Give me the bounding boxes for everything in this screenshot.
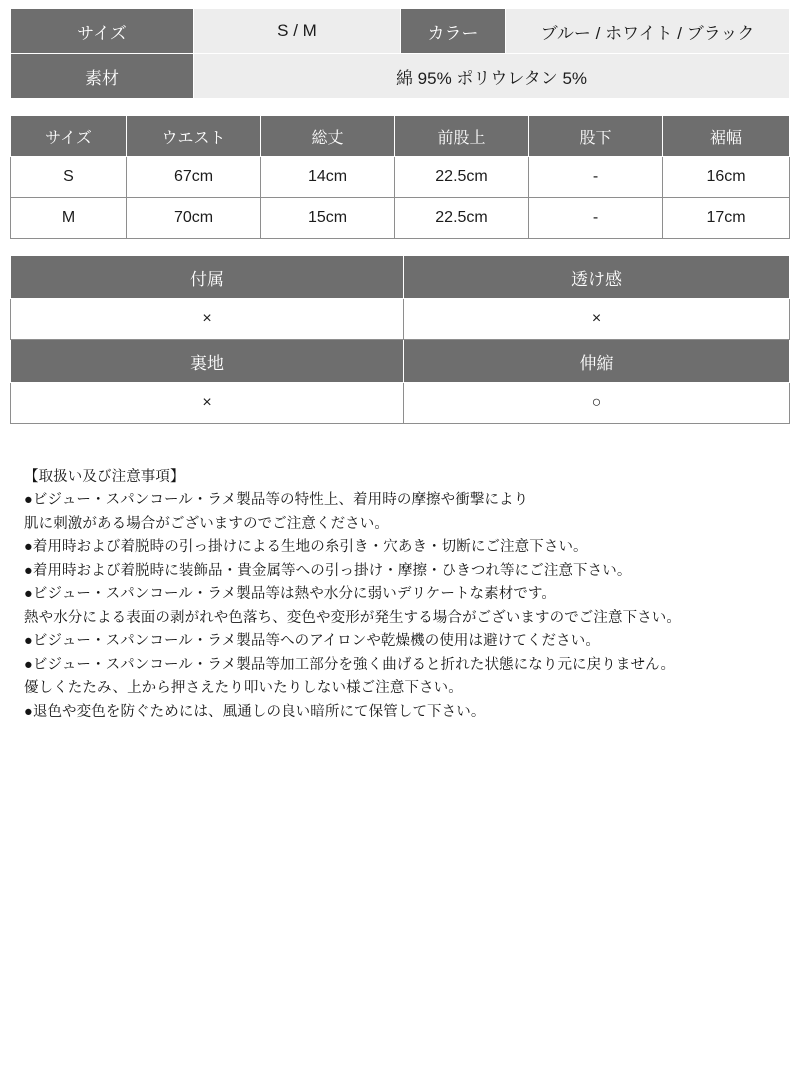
table-header-row	[11, 340, 790, 383]
size-cell: 17cm	[663, 198, 790, 239]
attr-label-stretch: 伸縮	[404, 340, 790, 383]
size-col-header-size: サイズ	[11, 116, 127, 157]
size-cell: 67cm	[127, 157, 261, 198]
care-notes-title: 【取扱い及び注意事項】	[24, 469, 185, 485]
care-note-line: ●ビジュー・スパンコール・ラメ製品等加工部分を強く曲げると折れた状態になり元に戻りません。	[24, 656, 676, 673]
size-cell: 22.5cm	[395, 198, 529, 239]
size-measurement-table	[10, 115, 790, 239]
care-note-line: 肌に刺激がある場合がございますのでご注意ください。	[24, 515, 389, 532]
spec-label-color: カラー	[401, 9, 506, 54]
care-note-line: ●着用時および着脱時の引っ掛けによる生地の糸引き・穴あき・切断にご注意下さい。	[24, 539, 588, 556]
care-note-line: ●ビジュー・スパンコール・ラメ製品等の特性上、着用時の摩擦や衝撃により	[24, 492, 529, 509]
attr-value-lining: ×	[11, 383, 404, 424]
care-note-line: 優しくたたみ、上から押さえたり叩いたりしない様ご注意下さい。	[24, 680, 463, 697]
care-note-line: 熱や水分による表面の剥がれや色落ち、変色や変形が発生する場合がございますのでご注意下さい。	[24, 609, 681, 626]
attr-label-sheerness: 透け感	[404, 256, 790, 299]
size-cell: -	[529, 198, 663, 239]
size-cell: 22.5cm	[395, 157, 529, 198]
table-row	[11, 299, 790, 340]
size-col-header-inseam: 股下	[529, 116, 663, 157]
size-cell: 15cm	[261, 198, 395, 239]
size-cell: S	[11, 157, 127, 198]
care-note-line: ●退色や変色を防ぐためには、風通しの良い暗所にて保管して下さい。	[24, 703, 486, 720]
attr-value-stretch: ○	[404, 383, 790, 424]
size-cell: 14cm	[261, 157, 395, 198]
spec-label-size: サイズ	[11, 9, 194, 54]
care-note-line: ●着用時および着脱時に装飾品・貴金属等への引っ掛け・摩擦・ひきつれ等にご注意下さい。	[24, 562, 632, 579]
table-row	[11, 157, 790, 198]
attr-value-sheerness: ×	[404, 299, 790, 340]
table-header-row	[11, 256, 790, 299]
spec-label-material: 素材	[11, 54, 194, 99]
size-col-header-front-rise: 前股上	[395, 116, 529, 157]
size-col-header-hem-width: 裾幅	[663, 116, 790, 157]
spec-summary-table	[10, 8, 790, 99]
size-cell: 70cm	[127, 198, 261, 239]
care-notes	[10, 466, 790, 724]
table-row	[11, 9, 790, 54]
table-row	[11, 383, 790, 424]
spec-value-color: ブルー / ホワイト / ブラック	[506, 9, 790, 54]
spec-value-size: S / M	[194, 9, 401, 54]
size-cell: -	[529, 157, 663, 198]
size-cell: M	[11, 198, 127, 239]
care-note-line: ●ビジュー・スパンコール・ラメ製品等は熱や水分に弱いデリケートな素材です。	[24, 586, 556, 603]
table-row	[11, 54, 790, 99]
table-header-row	[11, 116, 790, 157]
attr-label-lining: 裏地	[11, 340, 404, 383]
size-cell: 16cm	[663, 157, 790, 198]
attr-value-accessory: ×	[11, 299, 404, 340]
table-row	[11, 198, 790, 239]
size-col-header-total-length: 総丈	[261, 116, 395, 157]
attr-label-accessory: 付属	[11, 256, 404, 299]
size-col-header-waist: ウエスト	[127, 116, 261, 157]
spec-value-material: 綿 95% ポリウレタン 5%	[194, 54, 790, 99]
attribute-table	[10, 255, 790, 424]
care-note-line: ●ビジュー・スパンコール・ラメ製品等へのアイロンや乾燥機の使用は避けてください。	[24, 633, 600, 650]
